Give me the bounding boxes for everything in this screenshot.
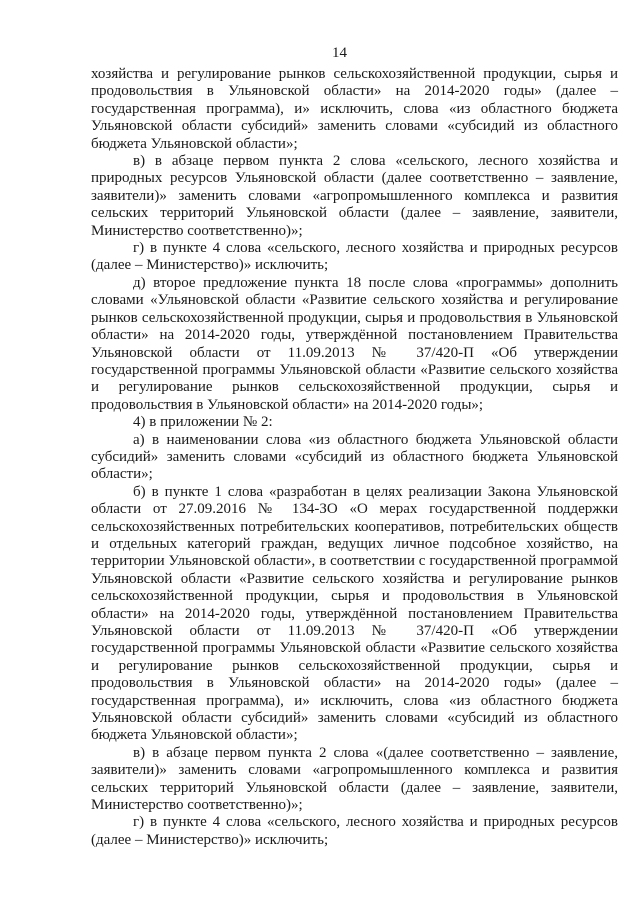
paragraph: хозяйства и регулирование рынков сельскохозяйственной продукции, сырья и продовольствия в Ульяновской области» на 2014-2020 годы» (далее – государственная программа), и» исключить, слова «из областного бюджета Ульяновской области субсидий» заменить словами «субсидий из областного бюджета Ульяновской области»; — [91, 66, 618, 152]
paragraph: д) второе предложение пункта 18 после слова «программы» дополнить словами «Ульяновской области «Развитие сельского хозяйства и регулирование рынков сельскохозяйственной продукции, сырья и продовольствия в Ульяновской области» на 2014-2020 годы, утверждённой постановлением Правительства Ульяновской области от 11.09.2013 № 37/420-П «Об утверждении государственной программы Ульяновской области «Развитие сельского хозяйства и регулирование рынков сельскохозяйственной продукции, сырья и продовольствия в Ульяновской области» на 2014-2020 годы»; — [91, 274, 618, 413]
paragraph: г) в пункте 4 слова «сельского, лесного хозяйства и природных ресурсов (далее – Министерство)» исключить; — [91, 240, 618, 274]
document-body — [91, 66, 618, 849]
paragraph: а) в наименовании слова «из областного бюджета Ульяновской области субсидий» заменить словами «субсидий из областного бюджета Ульяновской области»; — [91, 431, 618, 483]
paragraph: 4) в приложении № 2: — [133, 414, 273, 431]
paragraph: в) в абзаце первом пункта 2 слова «(далее соответственно – заявление, заявители)» заменить словами «агропромышленного комплекса и развития сельских территорий Ульяновской области (далее – заявление, заявители, Министерство соответственно)»; — [91, 744, 618, 814]
paragraph: г) в пункте 4 слова «сельского, лесного хозяйства и природных ресурсов (далее – Министерство)» исключить; — [91, 814, 618, 848]
page-number: 14 — [332, 45, 347, 61]
paragraph: б) в пункте 1 слова «разработан в целях реализации Закона Ульяновской области от 27.09.2016 № 134-ЗО «О мерах государственной поддержки сельскохозяйственных потребительских кооперативов, потребительских обществ и отдельных категорий граждан, ведущих личное подсобное хозяйство, на территории Ульяновской области», в соответствии с государственной программой Ульяновской области «Развитие сельского хозяйства и регулирование рынков сельскохозяйственной продукции, сырья и продовольствия в Ульяновской области» на 2014-2020 годы, утверждённой постановлением Правительства Ульяновской области от 11.09.2013 № 37/420-П «Об утверждении государственной программы Ульяновской области «Развитие сельского хозяйства и регулирование рынков сельскохозяйственной продукции, сырья и продовольствия в Ульяновской области» на 2014-2020 годы» (далее – государственная программа), и» исключить, слова «из областного бюджета Ульяновской области субсидий» заменить словами «субсидий из областного бюджета Ульяновской области»; — [91, 483, 618, 744]
paragraph: в) в абзаце первом пункта 2 слова «сельского, лесного хозяйства и природных ресурсов Ульяновской области (далее соответственно – заявление, заявители)» заменить словами «агропромышленного комплекса и развития сельских территорий Ульяновской области (далее – заявление, заявители, Министерство соответственно)»; — [91, 153, 618, 239]
